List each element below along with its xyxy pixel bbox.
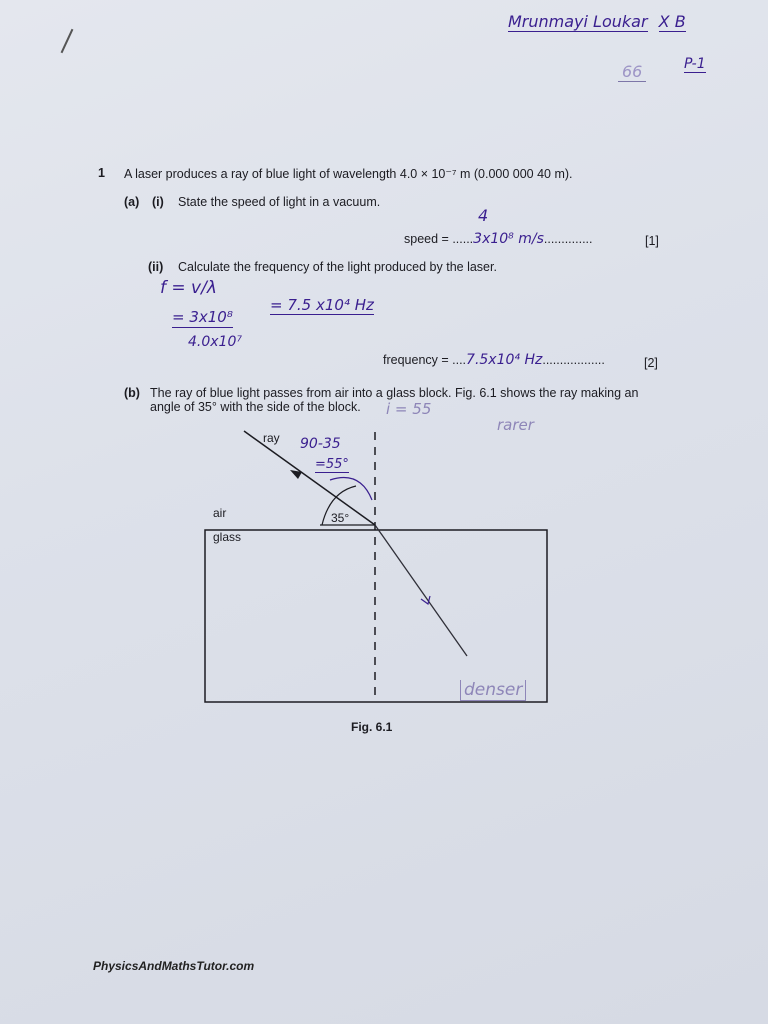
footer-site: PhysicsAndMathsTutor.com (93, 959, 255, 973)
question-intro: A laser produces a ray of blue light of wavelength 4.0 × 10⁻⁷ m (0.000 000 40 m). (124, 167, 573, 181)
air-label: air (213, 506, 227, 520)
part-b-text2: angle of 35° with the side of the block. (150, 400, 361, 414)
frequency-marks: [2] (644, 356, 658, 370)
part-a-ii-label: (ii) (148, 260, 164, 274)
score: 66 (618, 62, 646, 82)
incidence-note: i = 55 (386, 400, 432, 418)
speed-answer: 3x10⁸ m/s (473, 231, 544, 247)
part-a-i-text: State the speed of light in a vacuum. (178, 195, 381, 209)
work-denominator: 4.0x10⁷ (188, 334, 242, 350)
figure-caption: Fig. 6.1 (351, 720, 393, 734)
frequency-label: frequency = (383, 353, 453, 367)
part-a-ii-text: Calculate the frequency of the light produced by the laser. (178, 260, 497, 274)
rarer-note: rarer (497, 416, 534, 434)
part-b-label: (b) (124, 386, 140, 400)
part-a-i-label: (i) (152, 195, 164, 209)
glass-block (205, 530, 547, 702)
refracted-ray (375, 525, 467, 656)
angle-note-2: =55° (315, 457, 349, 472)
frequency-dots-trailing: .................. (542, 353, 605, 367)
speed-label: speed = (404, 232, 453, 246)
speed-dots: ...... (452, 232, 474, 246)
speed-correction: 4 (478, 206, 489, 225)
question-number: 1 (98, 166, 105, 180)
frequency-answer: 7.5x10⁴ Hz (466, 352, 543, 368)
student-class: X B (658, 12, 686, 31)
work-formula: f = v/λ (160, 278, 217, 298)
student-name-text: Mrunmayi Loukar (508, 12, 648, 31)
speed-dots-trailing: .............. (543, 232, 593, 246)
frequency-dots: .... (452, 353, 467, 367)
part-a-label: (a) (124, 195, 140, 209)
paper-tag: P-1 (684, 56, 706, 72)
glass-label: glass (213, 530, 242, 544)
part-b-text1: The ray of blue light passes from air into a glass block. Fig. 6.1 shows the ray making an (150, 386, 639, 400)
speed-marks: [1] (645, 234, 659, 248)
denser-note: denser (460, 680, 526, 701)
angle-note-1: 90-35 (300, 436, 341, 452)
work-result: = 7.5 x10⁴ Hz (270, 296, 374, 314)
work-numerator: = 3x10⁸ (172, 308, 233, 326)
angle-label: 35° (331, 511, 350, 525)
ray-label: ray (263, 431, 280, 445)
